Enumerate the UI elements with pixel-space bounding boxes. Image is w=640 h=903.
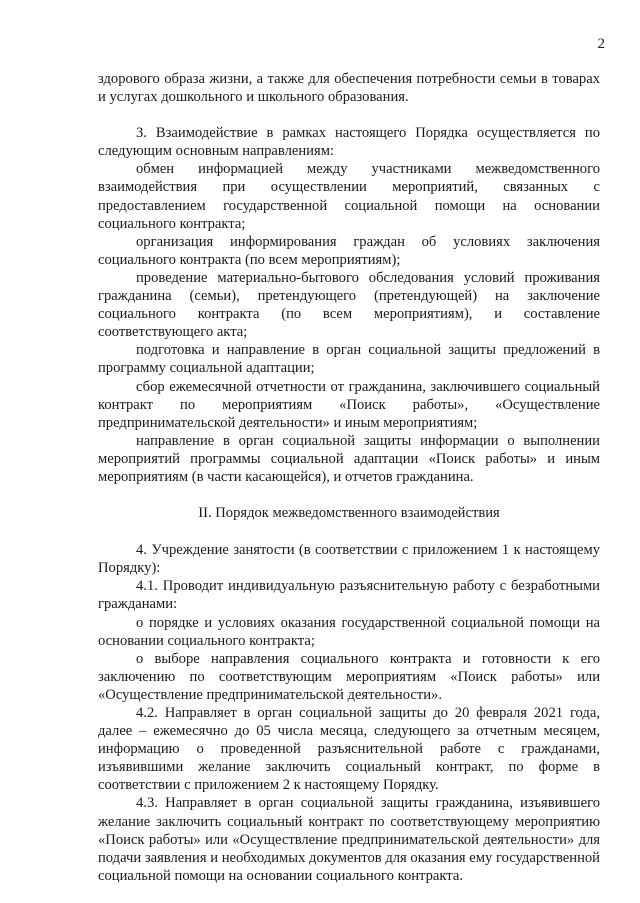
page-number: 2 — [597, 36, 605, 52]
paragraph-4-2: 4.2. Направляет в орган социальной защиты до 20 февраля 2021 года, далее – ежемесячно до 05 числа месяца, следующего за отчетным месяцем, информацию о проведенной разъяснительной работе с гражданами, изъявившими желание заключить социальный контракт, по форме в соответствии с приложением 2 к настоящему Порядку. — [98, 705, 600, 794]
paragraph-3-item-5: сбор ежемесячной отчетности от гражданина, заключившего социальный контракт по мероприятиям «Поиск работы», «Осуществление предпринимательской деятельности» и иным мероприятиям; — [98, 378, 600, 431]
paragraph-3-item-4: подготовка и направление в орган социальной защиты предложений в программу социальной адаптации; — [98, 342, 600, 377]
paragraph-4-intro: 4. Учреждение занятости (в соответствии с приложением 1 к настоящему Порядку): — [98, 542, 600, 577]
paragraph-4-1-item-1: о порядке и условиях оказания государственной социальной помощи на основании социального контракта; — [98, 614, 600, 649]
paragraph-3-item-6: направление в орган социальной защиты информации о выполнении мероприятий программы социальной адаптации «Поиск работы» и иным мероприятиям (в части касающейся), и отчетов гражданина. — [98, 432, 600, 485]
section-3 — [98, 124, 600, 486]
paragraph-4-1: 4.1. Проводит индивидуальную разъяснительную работу с безработными гражданами: — [98, 578, 600, 613]
paragraph-gap — [98, 106, 600, 124]
section-heading: II. Порядок межведомственного взаимодействия — [198, 505, 500, 522]
paragraph-3-item-2: организация информирования граждан об условиях заключения социального контракта (по всем мероприятиям); — [98, 233, 600, 268]
paragraph-4-3: 4.3. Направляет в орган социальной защиты гражданина, изъявившего желание заключить социальный контракт по соответствующему мероприятию «Поиск работы» или «Осуществление предпринимательской деятельности» для подачи заявления и необходимых документов для оказания ему государственной социальной помощи на основании социального контракта. — [98, 795, 600, 884]
paragraph-3-item-1: обмен информацией между участниками межведомственного взаимодействия при осуществлении мероприятий, связанных с предоставлением государственной социальной помощи на основании социального контракта; — [98, 161, 600, 232]
paragraph-continuation: здорового образа жизни, а также для обеспечения потребности семьи в товарах и услугах дошкольного и школьного образования. — [98, 71, 600, 106]
paragraph-3-item-3: проведение материально-бытового обследования условий проживания гражданина (семьи), претендующего (претендующей) на заключение социального контракта (по всем мероприятиям), и составление соответствующего акта; — [98, 269, 600, 341]
paragraph-4-1-item-2: о выборе направления социального контракта и готовности к его заключению по соответствующим мероприятиям «Поиск работы» или «Осуществление предпринимательской деятельности». — [98, 650, 600, 703]
document-body — [98, 70, 600, 885]
paragraph-3-intro: 3. Взаимодействие в рамках настоящего Порядка осуществляется по следующим основным направлениям: — [98, 125, 600, 160]
section-4 — [98, 541, 600, 885]
